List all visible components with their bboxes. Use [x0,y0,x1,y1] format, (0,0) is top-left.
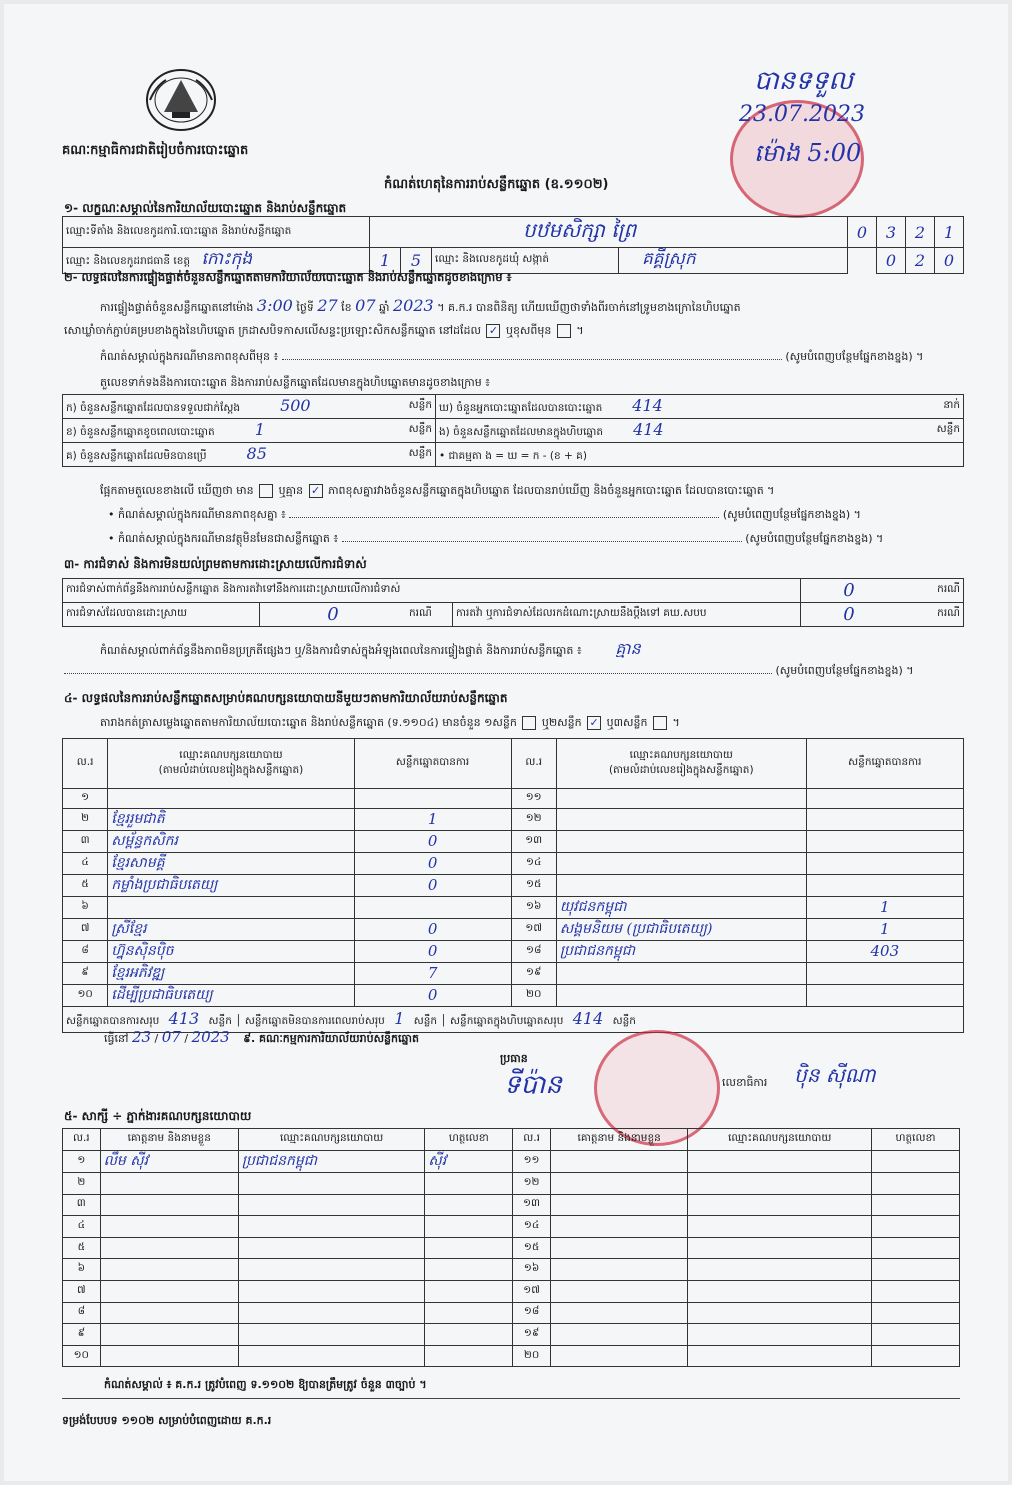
changed-checkbox[interactable] [557,324,571,338]
province-code-digit: 5 [410,251,422,270]
section3-table [62,578,964,627]
secretary-label: លេខាធិការ [722,1076,768,1089]
compare-line: ផ្អែកតាមតួលេខខាងលើ ឃើញថា មាន ឬគ្មាន ✓ ភាពខុសគ្នារវាងចំនួនសន្លឹកឆ្នោតក្នុងហិបឆ្នោត ដែលបានរាប់ឃើញ និងចំនួនអ្នកបោះឆ្នោត ដែលបានបោះឆ្នោត ។ [100,484,775,497]
received-label: បានទទួល [754,66,854,96]
case-unit: ករណី [406,603,453,627]
sign-day: 23 [131,1028,152,1046]
party-row: ៨ ហ្វ៊ុនស៊ិនប៉ិច 0 ១៨ ប្រជាជនកម្ពុជា 403 [63,940,964,962]
form-footer: ទម្រង់បែបបទ ១១០២ សម្រាប់បំពេញដោយ គ.ក.រ [62,1414,272,1427]
count-row: គ) ចំនួនសន្លឹកឆ្នោតដែលមិនបានប្រើ 85 សន្លឹក • ជាគម្មតា ង = ឃ = ក - (ខ + គ) [63,443,964,467]
witness-table [62,1128,960,1367]
sheet-count-line: តារាងកត់ត្រាសម្លេងឆ្នោតតាមការិយាល័យបោះឆ្នោត និងរាប់សន្លឹកឆ្នោត (ទ.១១០៤) មានចំនួន ១សន្លឹក ឬ២សន្លឹក ✓ ឬ៣សន្លឹក ។ [100,716,680,729]
witness-row: ៧ ១៧ [63,1280,960,1302]
party-results-table [62,738,964,1033]
total-in-box: 414 [572,1008,604,1028]
sign-year: 2023 [191,1028,230,1046]
party-row: ១ ១១ [63,789,964,809]
witness-row: ៥ ១៥ [63,1237,960,1259]
bullet-foreign-object: • កំណត់សម្គាល់ក្នុងករណីមានវត្ថុមិនមែនជាសន្លឹកឆ្នោត ៖ (សូមបំពេញបន្ថែមផ្នែកខាងខ្នង) ។ [108,532,884,545]
section1-table [62,216,964,274]
sign-date-line: ធ្វើនៅ 23 / 07 / 2023 ៩. គណៈកម្មការការិយាល័យរាប់សន្លឹកឆ្នោត [104,1028,419,1046]
verify-year: 2023 [393,296,434,315]
count-row: ក) ចំនួនសន្លឹកឆ្នោតដែលបានទទួលជាក់ស្តែង 500 សន្លឹក ឃ) ចំនួនអ្នកបោះឆ្នោតដែលបានបោះឆ្នោត 414 នាក់ [63,395,964,419]
chair-label: ប្រធាន [500,1052,528,1065]
party-row: ៩ ខ្មែរអភិវឌ្ឍ 7 ១៩ [63,962,964,984]
total-invalid: 1 [394,1008,405,1028]
no-difference-checkbox[interactable]: ✓ [309,484,323,498]
witness-row: ៩ ១៩ [63,1324,960,1346]
count-row: ខ) ចំនួនសន្លឹកឆ្នោតខូចពេលបោះឆ្នោត 1 សន្លឹក ង) ចំនួនសន្លឹកឆ្នោតដែលមានក្នុងហិបឆ្នោត 414 សន្លឹក [63,419,964,443]
footnote: កំណត់សម្គាល់ ៖ គ.ក.រ ត្រូវបំពេញ ទ.១១០២ ឱ្យបានត្រឹមត្រូវ ចំនួន ៣ច្បាប់ ។ [104,1378,427,1391]
irregularity-note: កំណត់សម្គាល់ពាក់ព័ន្ធនឹងភាពមិនប្រក្រតីផ្សេងៗ ឬ/និងការជំទាស់ក្នុងអំឡុងពេលនៃការផ្ទៀងផ្ទាត់ និងការរាប់សន្លឹកឆ្នោត ៖ គ្មាន [100,639,641,658]
col-votes: សន្លឹកឆ្នោតបានការ [354,739,511,789]
section4-title: ៤- លទ្ធផលនៃការរាប់សន្លឹកឆ្នោតសម្រាប់គណបក្សនយោបាយនីមួយៗតាមការិយាល័យរាប់សន្លឹកឆ្នោត [64,691,508,705]
section1-title: ១- លក្ខណៈសម្គាល់នៃការិយាល័យបោះឆ្នោត និងរាប់សន្លឹកឆ្នោត [64,201,347,215]
province-value: កោះកុង [201,249,253,269]
received-date: 23.07.2023 [739,102,865,127]
case-unit: ករណី [897,603,964,627]
two-sheet-checkbox[interactable]: ✓ [587,716,601,730]
location-label: ឈ្មោះទីតាំង និងលេខកូដការិ.បោះឆ្នោត និងរាប់សន្លឹកឆ្នោត [63,217,370,248]
witness-row: ៨ ១៨ [63,1302,960,1324]
emblem-logo [144,66,218,134]
resolved-count: 0 [327,604,339,625]
commune-value: គគ្គីស្រុក [642,249,696,269]
party-row: ៤ ខ្មែរសាមគ្គី 0 ១៤ [63,852,964,874]
col-no: ល.រ [511,739,556,789]
objection-count: 0 [843,580,855,601]
section5-title: ៥- សាក្សី ÷ ភ្នាក់ងារគណបក្សនយោបាយ [64,1109,252,1123]
witness-row: ១០ ២០ [63,1345,960,1367]
resolved-label: ការជំទាស់ដែលបានដោះស្រាយ [63,603,260,627]
col-party: ឈ្មោះគណបក្សនយោបាយ (តាមលំដាប់លេខរៀងក្នុងសន្លឹកឆ្នោត) [556,739,806,789]
verification-line: ការផ្ទៀងផ្ទាត់ចំនួនសន្លឹកឆ្នោតនៅម៉ោង 3:00 ថ្ងៃទី 27 ខែ 07 ឆ្នាំ 2023 ។ គ.ក.រ បានពិនិត្យ ហើយឃើញថាទាំងពីរចាក់នៅទ្រូមខាងក្រោនៃហិបឆ្នោត [100,296,741,315]
province-code-digit: 1 [379,251,391,270]
irregularity-fill: (សូមបំពេញបន្ថែមផ្នែកខាងខ្នង) ។ [64,664,960,680]
section3-title: ៣- ការជំទាស់ និងការមិនយល់ព្រមតាមការដោះស្រាយលើការជំទាស់ [64,557,367,571]
commune-label: ឈ្មោះ និងលេខកូដឃុំ សង្កាត់ [432,248,619,274]
unchanged-checkbox[interactable]: ✓ [486,324,500,338]
party-row: ៥ កម្លាំងប្រជាធិបតេយ្យ 0 ១៥ [63,874,964,896]
org-name: គណៈកម្មាធិការជាតិរៀបចំការបោះឆ្នោត [62,143,249,158]
col-party: ឈ្មោះគណបក្សនយោបាយ (តាមលំដាប់លេខរៀងក្នុងសន្លឹកឆ្នោត) [108,739,354,789]
case-unit: ករណី [897,579,964,603]
location-code-digit: 2 [914,222,926,242]
col-no: ល.រ [63,1129,101,1151]
document-title: កំណត់ហេតុនៃការរាប់សន្លឹកឆ្នោត (ឧ.១១០២) [384,177,609,192]
commune-code-digit: 0 [885,251,897,270]
location-code-digit: 0 [856,222,868,242]
section2-title: ២- លទ្ធផលនៃការផ្ទៀងផ្ទាត់ចំនួនសន្លឹកឆ្នោតតាមការិយាល័យបោះឆ្នោត និងរាប់សន្លឹកឆ្នោតដូចខាងក្រោម ៖ [64,270,512,284]
sign-month: 07 [161,1028,181,1046]
verify-day: 27 [317,296,338,315]
party-row: ១០ ដើម្បីប្រជាធិបតេយ្យ 0 ២០ [63,984,964,1006]
one-sheet-checkbox[interactable] [522,716,536,730]
witness-row: ៤ ១៤ [63,1216,960,1238]
seal-line: សោឃ្លាំចាក់ភ្ជាប់គម្របខាងក្នុងនៃហិបឆ្នោត ក្រដាសបិទកាសលើសន្ទះប្រឡោះសិកសន្លឹកឆ្នោត នៅដដែល ✓ ឬខុសពីមុន ។ [64,324,584,337]
location-code-digit: 1 [943,222,955,242]
witness-row: ៣ ១៣ [63,1194,960,1216]
party-row: ៦ ១៦ យុវជនកម្ពុជា 1 [63,896,964,918]
col-no: ល.រ [63,739,108,789]
col-votes: សន្លឹកឆ្នោតបានការ [806,739,963,789]
document-page [4,4,1008,1481]
irregularity-value: គ្មាន [615,639,641,658]
col-sign: ហត្ថលេខា [872,1129,960,1151]
has-difference-checkbox[interactable] [259,484,273,498]
col-party: ឈ្មោះគណបក្សនយោបាយ [238,1129,425,1151]
objection-label: ការជំទាស់ពាក់ព័ន្ធនឹងការរាប់សន្លឹកឆ្នោត និងការតវ៉ាទៅនឹងការដោះស្រាយលើការជំទាស់ [63,579,801,603]
secretary-signature: ប៉ិន ស៊ីណា [794,1063,876,1087]
location-value: បឋមសិក្សា ព្រៃ [523,218,637,242]
province-label: ឈ្មោះ និងលេខកូដរាជធានី ខេត្ត កោះកុង [63,248,370,274]
chair-signature: ទីប៉ាន [504,1070,562,1100]
party-row: ៣ សម្ព័ន្ធកសិករ 0 ១៣ [63,830,964,852]
witness-row: ១ លឹម ស៊ីវ ប្រជាជនកម្ពុជា ស៊ីវ ១១ [63,1151,960,1173]
counts-table [62,394,964,467]
witness-row: ២ ១២ [63,1173,960,1195]
commune-code-digit: 2 [914,251,926,270]
commune-code-digit: 0 [943,251,955,270]
col-name: គោត្តនាម និងនាមខ្លួន [100,1129,238,1151]
col-sign: ហត្ថលេខា [425,1129,513,1151]
location-code-digit: 3 [885,222,897,242]
verify-time: 3:00 [256,296,293,315]
counts-intro: តួលេខទាក់ទងនឹងការបោះឆ្នោត និងការរាប់សន្លឹកឆ្នោតដែលមានក្នុងហិបឆ្នោតមានដូចខាងក្រោម ៖ [100,376,491,389]
party-row: ២ ខ្មែររួមជាតិ 1 ១២ [63,808,964,830]
col-name: គោត្តនាម និងនាមខ្លួន [550,1129,688,1151]
totals-row: សន្លឹកឆ្នោតបានការសរុប 413 សន្លឹក │ សន្លឹកឆ្នោតមិនបានការពេលរាប់សរុប 1 សន្លឹក │ សន្លឹកឆ្នោតក្នុងហិបឆ្នោតសរុប 414 សន្លឹក [63,1006,964,1032]
total-valid: 413 [168,1008,200,1028]
party-row: ៧ ស្រីខ្មែរ 0 ១៧ សង្គមនិយម (ប្រជាធិបតេយ្យ) 1 [63,918,964,940]
appeal-count: 0 [843,604,855,625]
received-time: ម៉ោង 5:00 [754,139,862,167]
appeal-label: ការតវ៉ា ឬការជំទាស់ដែលរកដំណោះស្រាយនឹងប្ដឹងទៅ គឃ.សបប [453,603,801,627]
col-party: ឈ្មោះគណបក្សនយោបាយ [688,1129,872,1151]
bullet-difference: • កំណត់សម្គាល់ក្នុងករណីមានភាពខុសគ្នា ៖ (សូមបំពេញបន្ថែមផ្នែកខាងខ្នង) ។ [108,508,861,521]
difference-note: កំណត់សម្គាល់ក្នុងករណីមានភាពខុសពីមុន ៖ (សូមបំពេញបន្ថែមផ្នែកខាងខ្នង) ។ [100,350,924,363]
col-no: ល.រ [513,1129,551,1151]
witness-row: ៦ ១៦ [63,1259,960,1281]
three-sheet-checkbox[interactable] [653,716,667,730]
verify-month: 07 [355,296,376,315]
